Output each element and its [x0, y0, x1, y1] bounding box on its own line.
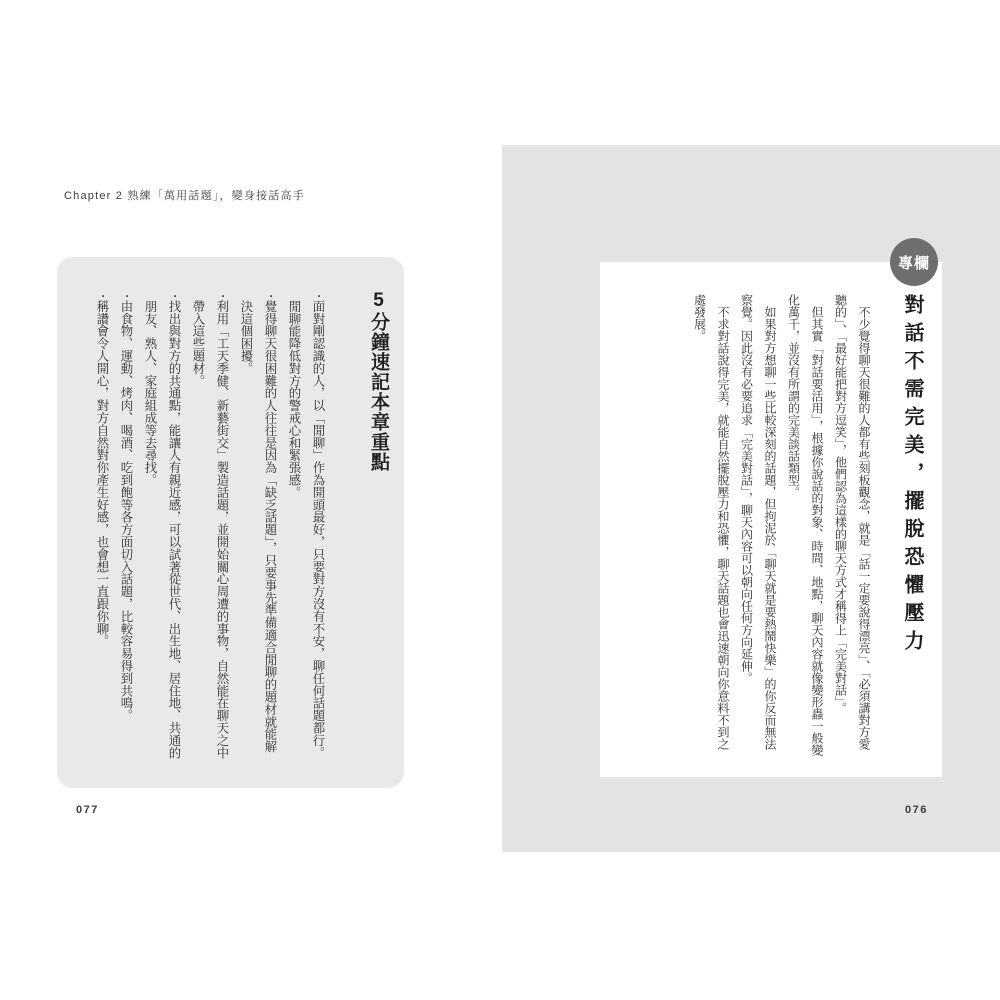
list-item — [234, 292, 282, 760]
paragraph: 如果對方想聊一些比較深刻的話題，但拘泥於「聊天就是要熱鬧快樂」的你反而無法察覺。因此沒有必要追求「完美對話」，聊天內容可以朝向任何方向延伸。 — [739, 294, 777, 750]
bullet-marker-icon: ・ — [218, 292, 228, 303]
paragraph: 但其實「對話要活用」，根據你說話的對象、時間、地點，聊天內容就像變形蟲一般變化萬千，並沒有所謂的完美談話類型。 — [786, 294, 824, 756]
bullet-text: 利用「工天季健、新藝街交」製造話題，並開始關心周遭的事物，自然能在聊天之中帶入這些題材。 — [191, 300, 229, 759]
column-body — [687, 294, 875, 756]
bullet-text: 稱讚會令人開心，對方自然對你產生好感，也會想一直跟你聊。 — [95, 300, 109, 648]
summary-box-content — [69, 290, 392, 768]
list-item — [90, 292, 114, 760]
page-number-left: 077 — [76, 804, 99, 816]
list-item — [114, 292, 138, 760]
bullet-text: 由食物、運動、烤肉、喝酒、吃到飽等各方面切入話題，比較容易得到共鳴。 — [119, 300, 133, 722]
bullet-text: 面對剛認識的人，以「閒聊」作為開頭最好，只要對方沒有不安，聊任何話題都行。閒聊能降低對方的警戒心和緊張感。 — [287, 300, 325, 759]
chapter-header: Chapter 2 熟練「萬用話題」，變身接話高手 — [64, 190, 305, 202]
bullet-marker-icon: ・ — [314, 292, 324, 303]
bullet-marker-icon: ・ — [98, 292, 108, 303]
list-item — [282, 292, 330, 760]
column-title: 對話不需完美，擺脫恐懼壓力 — [901, 294, 923, 658]
summary-bullet-list — [90, 292, 330, 760]
paragraph: 不求對話說得完美，就能自然擺脫壓力和恐懼，聊天話題也會迅速朝向你意料不到之處發展。 — [692, 294, 730, 750]
bullet-marker-icon: ・ — [122, 292, 132, 303]
list-item — [186, 292, 234, 760]
paragraph: 不少覺得聊天很難的人都有些刻板觀念，就是「話一定要說得漂亮」、「必須講對方愛聽的」、「最好能把對方逗笑」，他們認為這樣的聊天方式才稱得上「完美對話」。 — [833, 294, 871, 750]
page-number-right: 076 — [905, 804, 928, 816]
column-page — [600, 254, 942, 777]
summary-box — [57, 257, 404, 788]
bullet-text: 找出與對方的共通點，能讓人有親近感，可以試著從世代、出生地、居住地、共通的朋友、熟人、家庭組成等去尋找。 — [143, 300, 181, 759]
column-badge: 專欄 — [890, 238, 938, 286]
bullet-text: 覺得聊天很困難的人往往是因為「缺乏話題」，只要事先準備適合閒聊的題材就能解決這個困擾。 — [239, 300, 277, 753]
list-item — [138, 292, 186, 760]
bullet-marker-icon: ・ — [266, 292, 276, 303]
bullet-marker-icon: ・ — [170, 292, 180, 303]
right-page-background — [502, 145, 1000, 852]
column-page-content — [616, 294, 925, 756]
summary-box-title: 5分鐘速記本章重點 — [368, 290, 389, 472]
